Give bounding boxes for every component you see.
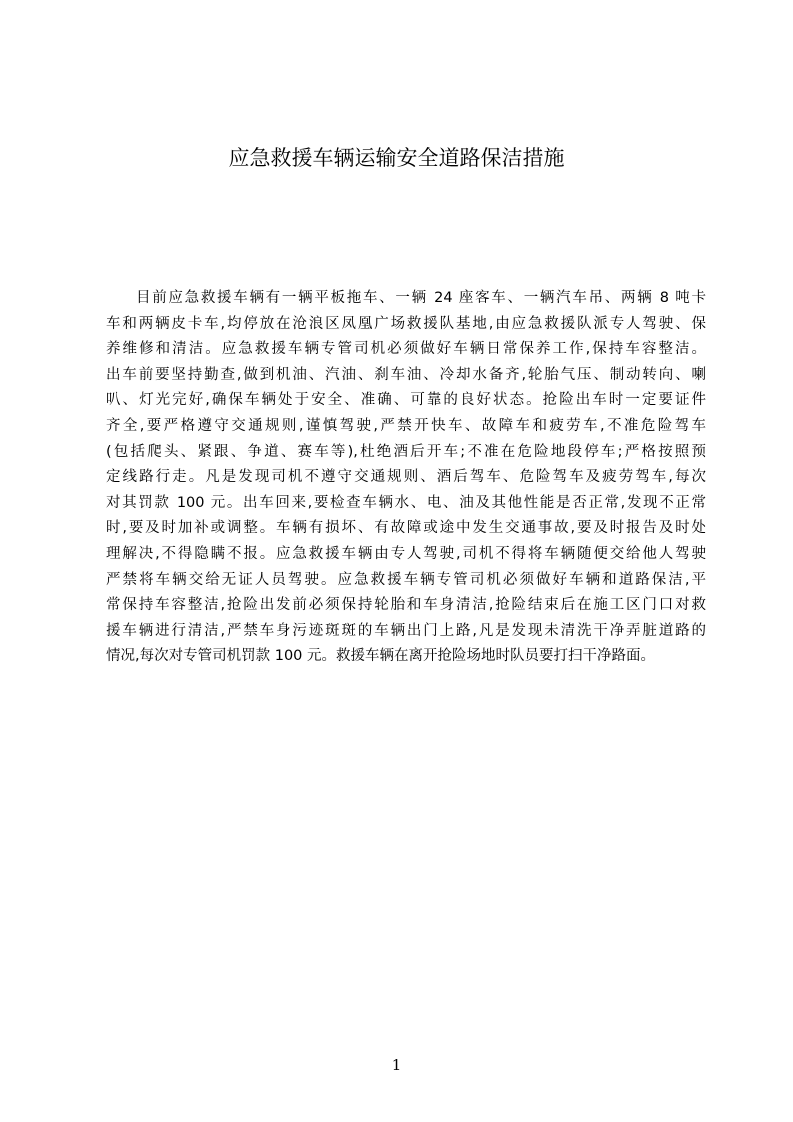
paragraph-line: 时,要及时加补或调整。车辆有损坏、有故障或途中发生交通事故,要及时报告及时处	[106, 520, 706, 537]
paragraph-line: 援车辆进行清洁,严禁车身污迹斑斑的车辆出门上路,凡是发现未清洗干净弄脏道路的	[106, 622, 706, 639]
paragraph-line: 出车前要坚持勤查,做到机油、汽油、刹车油、冷却水备齐,轮胎气压、制动转向、喇	[106, 366, 706, 383]
document-title: 应急救援车辆运输安全道路保洁措施	[228, 146, 565, 170]
paragraph-line: 情况,每次对专管司机罚款 100 元。救援车辆在离开抢险场地时队员要打扫干净路面。	[106, 648, 656, 665]
paragraph-line: 常保持车容整洁,抢险出发前必须保持轮胎和车身清洁,抢险结束后在施工区门口对救	[106, 597, 706, 614]
paragraph-line: 严禁将车辆交给无证人员驾驶。应急救援车辆专管司机必须做好车辆和道路保洁,平	[106, 571, 706, 588]
page-number: 1	[391, 1056, 402, 1074]
paragraph-line: 养维修和清洁。应急救援车辆专管司机必须做好车辆日常保养工作,保持车容整洁。	[106, 341, 706, 358]
paragraph-line: 齐全,要严格遵守交通规则,谨慎驾驶,严禁开快车、故障车和疲劳车,不准危险驾车	[106, 417, 706, 434]
paragraph-line: 理解决,不得隐瞒不报。应急救援车辆由专人驾驶,司机不得将车辆随便交给他人驾驶	[106, 545, 706, 562]
paragraph-line: 目前应急救援车辆有一辆平板拖车、一辆 24 座客车、一辆汽车吊、两辆 8 吨卡	[136, 290, 706, 306]
paragraph-line: (包括爬头、紧跟、争道、赛车等),杜绝酒后开车;不准在危险地段停车;严格按照预	[106, 443, 706, 460]
body-paragraph	[106, 286, 706, 670]
paragraph-line: 叭、灯光完好,确保车辆处于安全、准确、可靠的良好状态。抢险出车时一定要证件	[106, 392, 706, 409]
paragraph-line: 定线路行走。凡是发现司机不遵守交通规则、酒后驾车、危险驾车及疲劳驾车,每次	[106, 469, 706, 486]
paragraph-line: 车和两辆皮卡车,均停放在沧浪区凤凰广场救援队基地,由应急救援队派专人驾驶、保	[106, 315, 706, 332]
paragraph-line: 对其罚款 100 元。出车回来,要检查车辆水、电、油及其他性能是否正常,发现不正常	[106, 494, 706, 511]
